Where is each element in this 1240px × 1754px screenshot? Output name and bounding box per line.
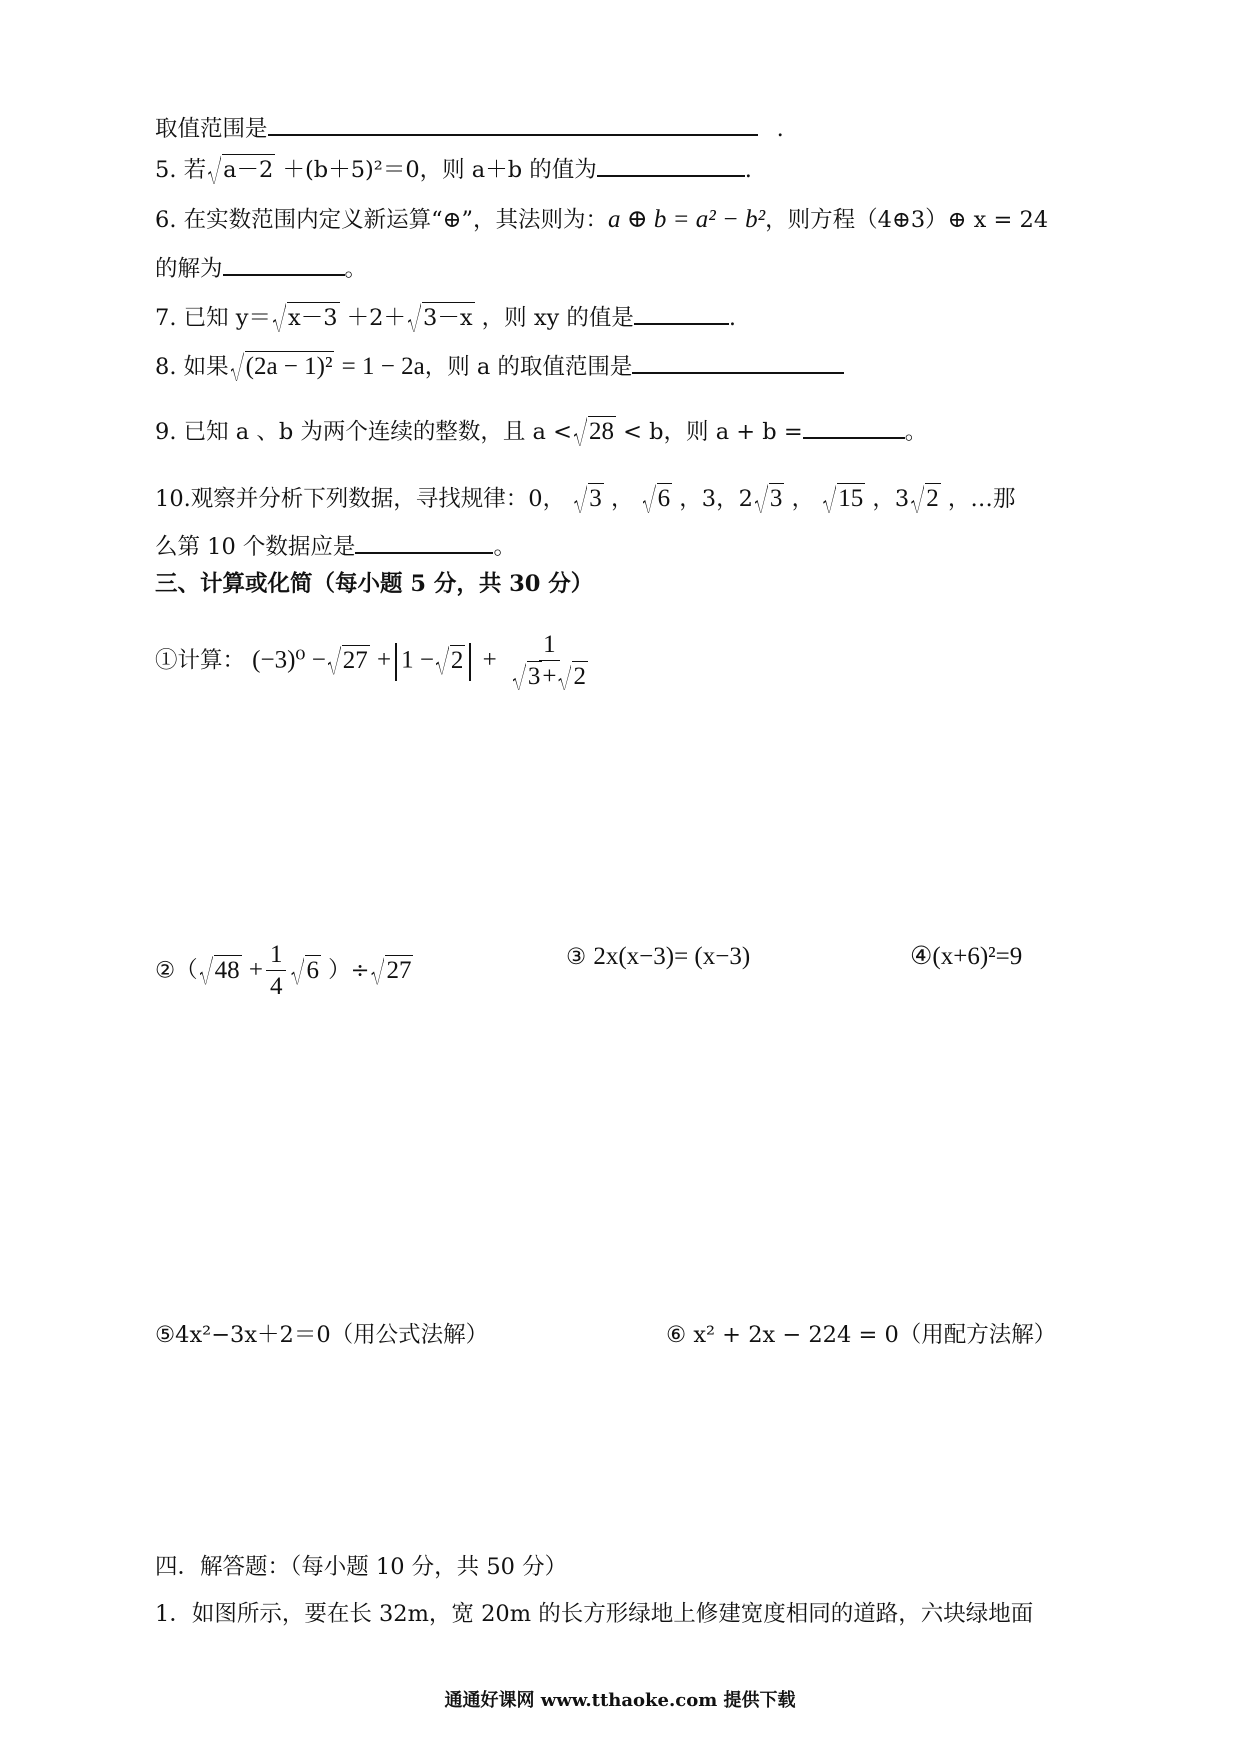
section-3-title: 三、计算或化简（每小题 5 分，共 30 分） (155, 571, 594, 597)
sqrt-expression: 48 (200, 954, 242, 988)
question-8: 8. 如果 (2a − 1)² = 1 − 2a，则 a 的取值范围是 (155, 350, 844, 384)
sqrt-expression: 3 (574, 482, 604, 516)
problem-4: ④(x+6)²=9 (910, 943, 1023, 970)
sqrt-expression: a－2 (208, 153, 275, 187)
question-9: 9. 已知 a 、b 为两个连续的整数，且 a < 28 < b，则 a + b = 。 (155, 415, 927, 449)
sqrt-expression: 6 (291, 954, 321, 988)
sqrt-expression: 27 (328, 644, 370, 678)
sqrt-expression: 15 (823, 482, 865, 516)
question-10: 10.观察并分析下列数据，寻找规律：0， 3 ， 6 ，3，2 3 ， 15 ，3 2 ，…那 (155, 482, 1015, 516)
sqrt-expression: 6 (643, 482, 673, 516)
answer-blank[interactable] (803, 415, 905, 439)
answer-blank[interactable] (634, 301, 729, 325)
sqrt-expression: 27 (371, 954, 413, 988)
sqrt-expression: 3－x (408, 301, 475, 335)
answer-blank[interactable] (223, 252, 345, 276)
answer-blank[interactable] (268, 112, 758, 136)
question-7: 7. 已知 y＝ x－3 ＋2＋ 3－x ，则 xy 的值是 . (155, 301, 736, 335)
answer-blank[interactable] (632, 350, 844, 374)
footer-credit: 通通好课网 www.tthaoke.com 提供下载 (444, 1690, 796, 1711)
sqrt-expression: x－3 (273, 301, 340, 335)
section-4-title: 四．解答题：（每小题 10 分，共 50 分） (155, 1554, 568, 1580)
question-6: 6. 在实数范围内定义新运算“⊕”，其法则为：a ⊕ b = a² − b²，则方程（4⊕3）⊕ x = 24 (155, 206, 1049, 233)
sqrt-expression: 2 (911, 482, 941, 516)
sqrt-expression: 3 (513, 661, 543, 693)
problem-6: ⑥ x² + 2x − 224 = 0（用配方法解） (666, 1322, 1057, 1348)
problem-3: ③ 2x(x−3)= (x−3) (566, 943, 751, 970)
section-4-question-1: 1．如图所示，要在长 32m，宽 20m 的长方形绿地上修建宽度相同的道路，六块绿地面 (155, 1601, 1034, 1627)
sqrt-expression: 28 (574, 415, 616, 449)
sqrt-expression: (2a − 1)² (231, 350, 335, 384)
sqrt-expression: 2 (558, 661, 588, 693)
question-6-cont: 的解为 。 (155, 252, 367, 286)
problem-5: ⑤4x²−3x＋2＝0（用公式法解） (155, 1322, 489, 1348)
fraction: $\frac{1}{3+ 2}$ (507, 630, 592, 693)
sqrt-expression: 2 (436, 644, 466, 678)
problem-1: ①计算： (−3)⁰ − 27 + 1 − 2 + $\frac{1}{3+ 2}$ (155, 630, 595, 693)
problem-2: ②（ 48 + $\frac{1}{4}$ 6 ）÷ 27 (155, 940, 413, 1003)
fraction: $\frac{1}{4}$ (266, 940, 287, 1003)
answer-blank[interactable] (597, 153, 745, 177)
q4-tail-line: 取值范围是 . (155, 112, 784, 146)
question-5: 5. 若 a－2 ＋(b＋5)²＝0，则 a＋b 的值为 . (155, 153, 752, 187)
question-10-cont: 么第 10 个数据应是 。 (155, 530, 516, 564)
abs-bar-left (395, 643, 397, 681)
answer-blank[interactable] (355, 530, 493, 554)
abs-bar-right (469, 643, 471, 681)
sqrt-expression: 3 (755, 482, 785, 516)
